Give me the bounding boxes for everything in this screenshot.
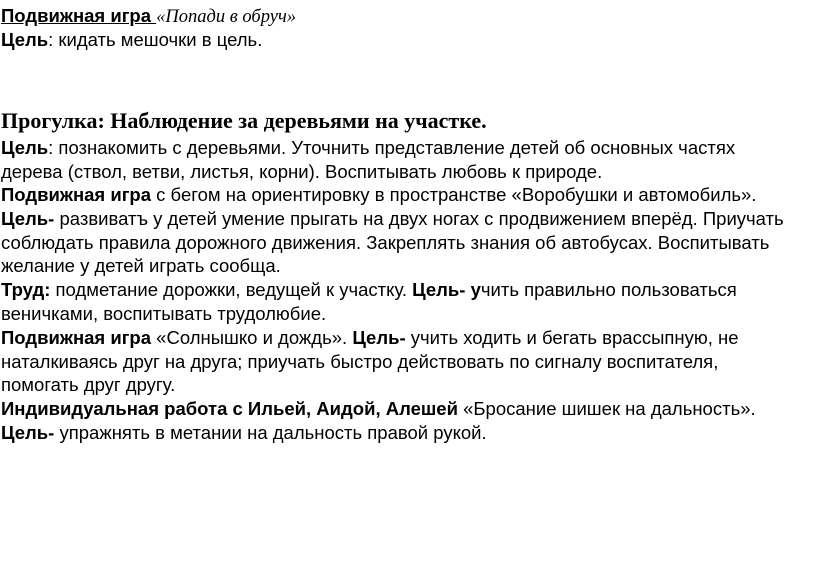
game2-goal-text-2: наталкиваясь друг на друга; приучать быстро действовать по сигналу воспитателя, [1,351,719,372]
walk-goal-line-2 [1,160,602,184]
goal2-line-1 [1,207,784,231]
individual-line [1,397,756,421]
game2-goal-text-3: помогать друг другу. [1,374,176,395]
goal2-text-1: развиватъ у детей умение прыгать на двух ногах с продвижением вперёд. Приучать [54,208,784,229]
goal2-label: Цель- [1,208,55,229]
individual-text: «Бросание шишек на дальность». [457,398,756,419]
labor-goal-text-1: чить правильно пользоваться [480,279,737,300]
game-name: «Попади в обруч» [156,7,297,27]
individual-goal-text: упражнять в метании на дальность правой рукой. [54,422,487,443]
goal-line [1,28,262,52]
labor-text: подметание дорожки, ведущей к участку. [50,279,413,300]
individual-goal-line [1,421,487,445]
game2-goal-label: Цель- [352,327,406,348]
labor-label: Труд: [1,279,51,300]
game2-goal-text-1: учить ходить и бегать врассыпную, не [405,327,739,348]
game1-label: Подвижная игра [1,184,152,205]
game-label: Подвижная игра [1,5,157,26]
game2-name: «Солнышко и дождь». [151,327,353,348]
game2-line-3 [1,373,175,397]
individual-goal-label: Цель- [1,422,55,443]
walk-goal-text-2: дерева (ствол, ветви, листья, корни). Воспитывать любовь к природе. [1,161,603,182]
labor-goal-label: Цель- у [412,279,481,300]
walk-title: Прогулка: Наблюдение за деревьями на участке. [1,108,487,133]
game2-line-2 [1,350,718,374]
individual-label: Индивидуальная работа с Ильей, Аидой, Алешей [1,398,458,419]
goal-label: Цель [1,29,49,50]
goal2-text-3: желание у детей играть сообща. [1,255,281,276]
game-line [1,4,296,29]
walk-goal-label: Цель [1,137,49,158]
labor-goal-text-2: веничками, воспитывать трудолюбие. [1,303,327,324]
game2-line-1 [1,326,739,350]
labor-line-2 [1,302,326,326]
game2-label: Подвижная игра [1,327,152,348]
walk-goal-line-1 [1,136,735,160]
goal2-line-3 [1,254,281,278]
walk-goal-text-1: : познакомить с деревьями. Уточнить представление детей об основных частях [48,137,736,158]
goal2-text-2: соблюдать правила дорожного движения. Закреплять знания об автобусах. Воспитывать [1,232,770,253]
goal2-line-2 [1,231,769,255]
game1-line [1,183,756,207]
labor-line-1 [1,278,737,302]
goal-text: : кидать мешочки в цель. [48,29,263,50]
game1-text: с бегом на ориентировку в пространстве «Воробушки и автомобиль». [151,184,757,205]
